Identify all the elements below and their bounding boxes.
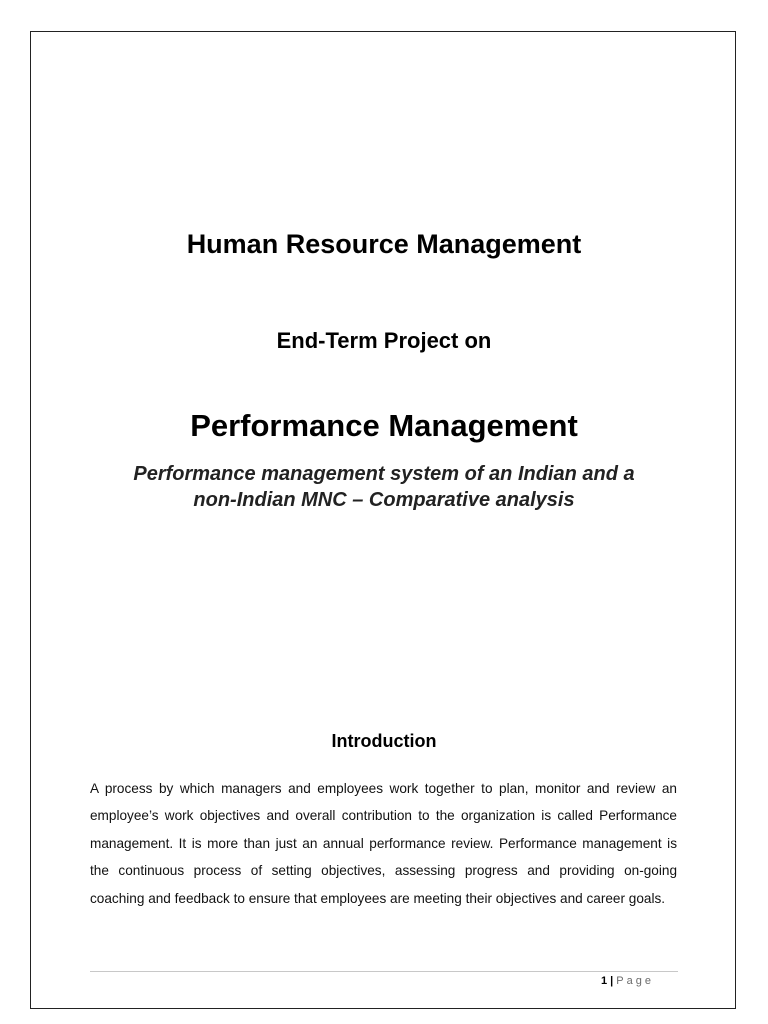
footer-divider xyxy=(90,971,678,972)
footer-separator: | xyxy=(610,975,614,987)
project-label: End-Term Project on xyxy=(276,328,492,353)
page-footer xyxy=(90,975,654,987)
page-number: 1 xyxy=(600,975,608,987)
introduction-heading: Introduction xyxy=(331,731,437,751)
page-word: Page xyxy=(616,975,654,987)
subtitle-line-2: non-Indian MNC – Comparative analysis xyxy=(193,489,575,511)
topic-title: Performance Management xyxy=(190,408,578,443)
subtitle xyxy=(30,461,738,513)
subtitle-line-1: Performance management system of an Indian and a xyxy=(133,463,635,485)
introduction-paragraph: A process by which managers and employees work together to plan, monitor and review an employee’s work objectives and overall contribution to the organization is called Performance management. It is more than just an annual performance review. Performance management is the continuous process of setting objectives, assessing progress and providing on-going coaching and feedback to ensure that employees are meeting their objectives and career goals. xyxy=(90,781,677,906)
course-title: Human Resource Management xyxy=(186,229,582,259)
